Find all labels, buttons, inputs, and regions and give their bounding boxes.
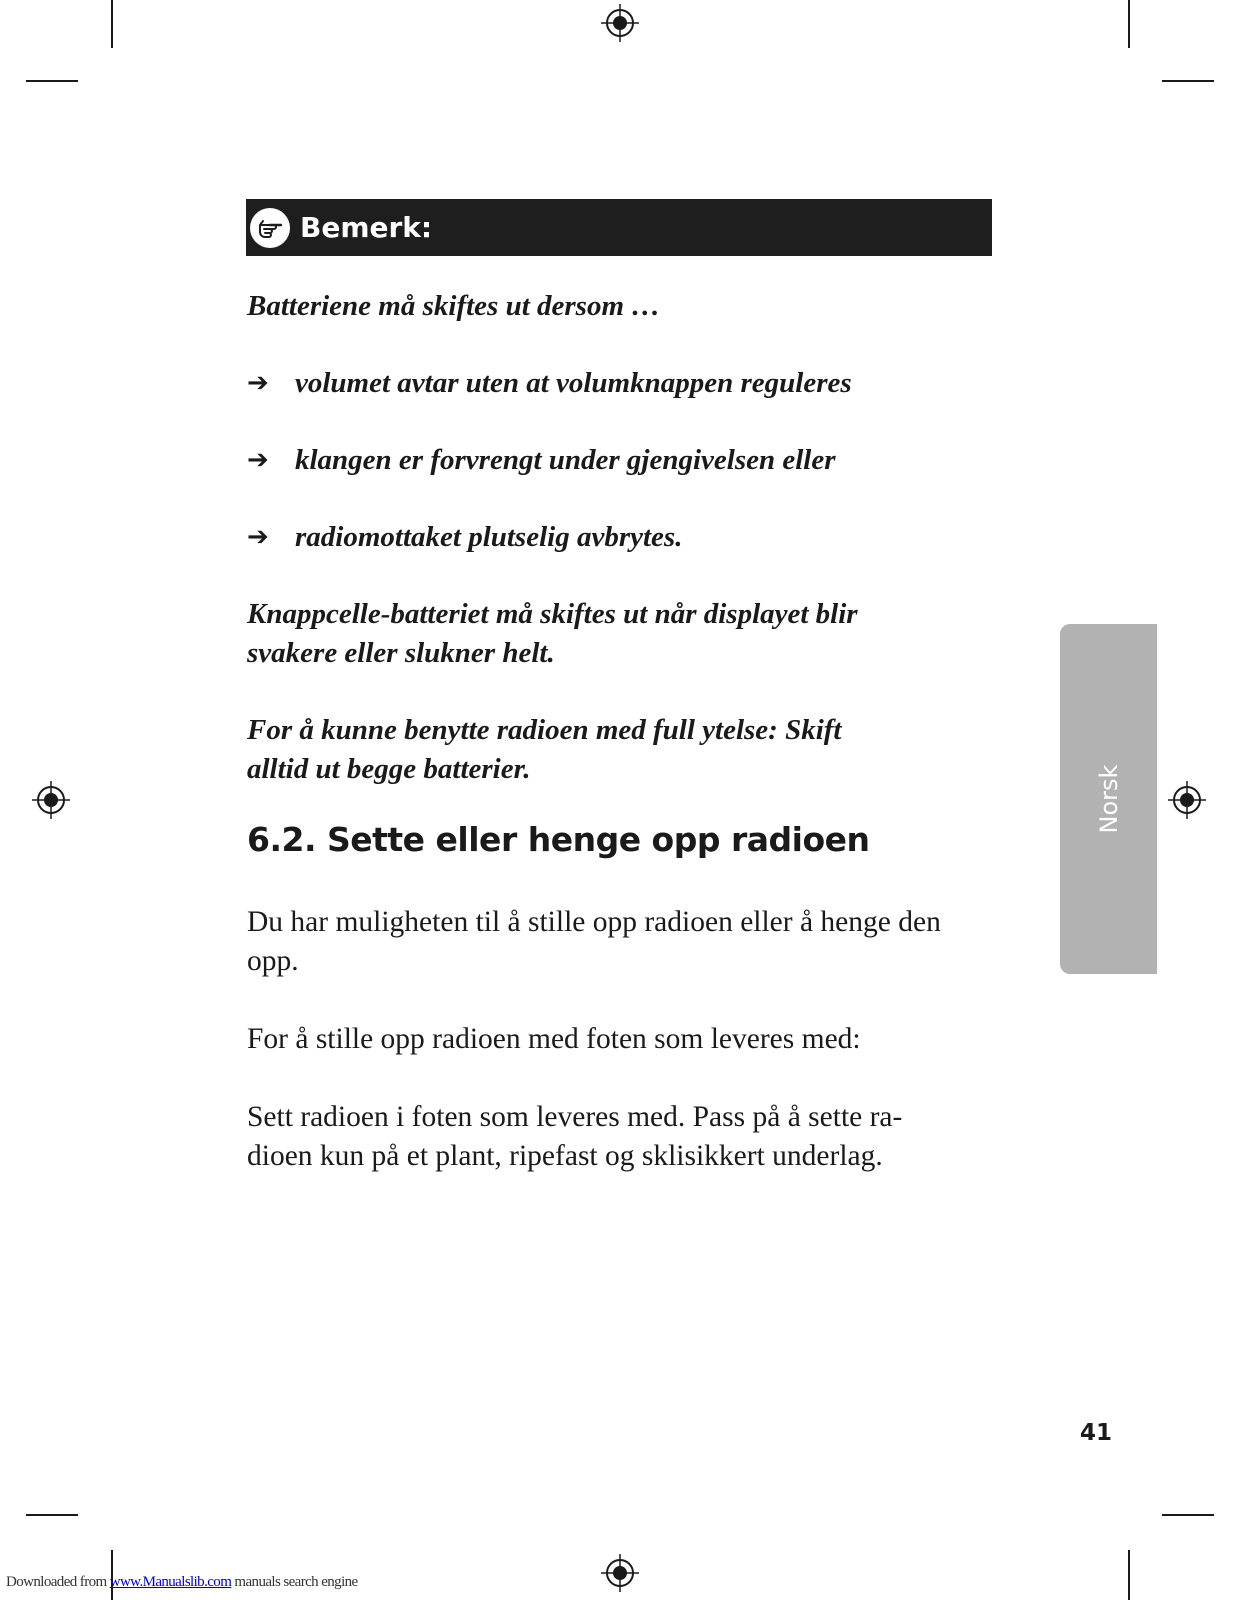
note-header — [246, 199, 992, 256]
footer-suffix: manuals search engine — [231, 1574, 358, 1590]
footer-prefix: Downloaded from — [6, 1574, 110, 1590]
section-heading: 6.2. Sette eller henge opp radioen — [247, 820, 870, 859]
registration-mark-icon — [601, 1554, 639, 1592]
note-title: Bemerk: — [300, 211, 433, 244]
language-tab-label: Norsk — [1094, 764, 1123, 834]
body-paragraph: For å stille opp radioen med foten som leveres med: — [247, 1023, 861, 1055]
crop-mark — [26, 80, 78, 82]
arrow-right-icon: ➔ — [247, 368, 269, 398]
page-number: 41 — [1080, 1420, 1113, 1446]
registration-mark-icon — [601, 4, 639, 42]
list-item-text: volumet avtar uten at volumknappen reguleres — [295, 367, 852, 399]
pointing-hand-icon — [250, 208, 290, 248]
crop-mark — [26, 1514, 78, 1516]
crop-mark — [1162, 1514, 1214, 1516]
footer-link[interactable]: www.Manualslib.com — [109, 1574, 232, 1590]
crop-mark — [1162, 80, 1214, 82]
body-paragraph: Sett radioen i foten som leveres med. Pass på å sette ra-dioen kun på et plant, ripefast og sklisikkert underlag. — [247, 1101, 903, 1172]
registration-mark-icon — [32, 781, 70, 819]
arrow-right-icon: ➔ — [247, 522, 269, 552]
note-paragraph: Knappcelle-batteriet må skiftes ut når displayet blir svakere eller slukner helt. — [247, 598, 858, 669]
registration-mark-icon — [1168, 781, 1206, 819]
crop-mark — [111, 0, 113, 48]
list-item — [247, 364, 852, 403]
list-item-text: klangen er forvrengt under gjengivelsen eller — [295, 444, 836, 476]
list-item-text: radiomottaket plutselig avbrytes. — [295, 521, 683, 553]
body-paragraph: Du har muligheten til å stille opp radioen eller å henge den opp. — [247, 906, 941, 977]
note-paragraph: For å kunne benytte radioen med full ytelse: Skift alltid ut begge batterier. — [247, 714, 842, 785]
arrow-right-icon: ➔ — [247, 445, 269, 475]
list-item — [247, 518, 682, 557]
footer — [6, 1574, 358, 1591]
language-tab — [1060, 624, 1157, 974]
crop-mark — [1128, 1550, 1130, 1600]
note-intro: Batteriene må skiftes ut dersom … — [247, 290, 661, 322]
list-item — [247, 441, 836, 480]
crop-mark — [1128, 0, 1130, 48]
